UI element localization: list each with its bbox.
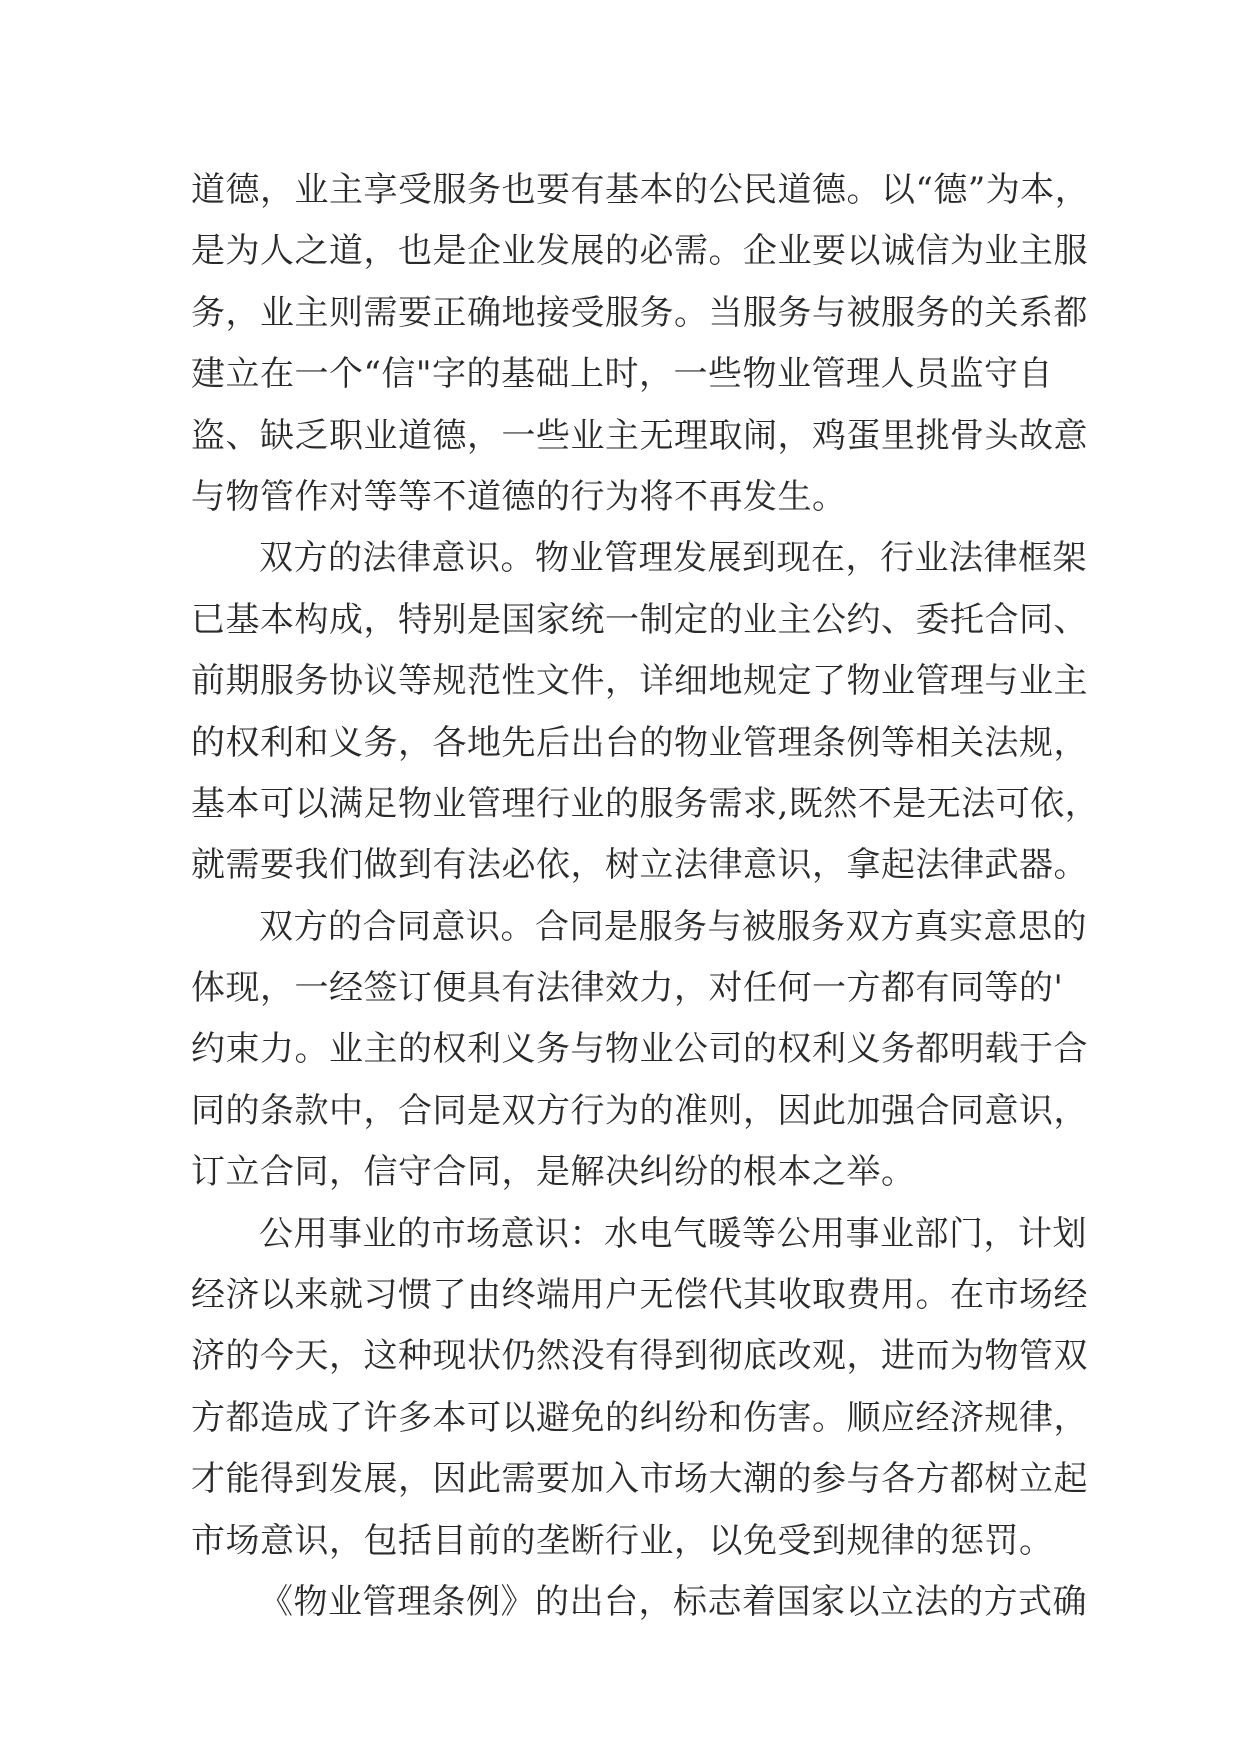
text-line: 基本可以满足物业管理行业的服务需求,既然不是无法可依， — [191, 783, 1100, 824]
text-line: 双方的合同意识。合同是服务与被服务双方真实意思的 — [259, 906, 1087, 947]
text-line: 建立在一个“信"字的基础上时，一些物业管理人员监守自 — [191, 354, 1054, 395]
text-line: 与物管作对等等不道德的行为将不再发生。 — [191, 476, 847, 517]
text-line: 是为人之道，也是企业发展的必需。企业要以诚信为业主服 — [191, 231, 1088, 272]
text-line: 经济以来就习惯了由终端用户无偿代其收取费用。在市场经 — [191, 1275, 1088, 1316]
text-line: 市场意识，包括目前的垄断行业，以免受到规律的惩罚。 — [191, 1520, 1054, 1561]
text-line: 订立合同，信守合同，是解决纠纷的根本之举。 — [191, 1152, 916, 1193]
text-line: 才能得到发展，因此需要加入市场大潮的参与各方都树立起 — [191, 1459, 1088, 1500]
text-line: 《物业管理条例》的出台，标志着国家以立法的方式确 — [259, 1581, 1087, 1622]
text-line: 的权利和义务，各地先后出台的物业管理条例等相关法规， — [191, 722, 1088, 763]
text-line: 体现，一经签订便具有法律效力，对任何一方都有同等的' — [191, 968, 1064, 1009]
text-line: 约束力。业主的权利义务与物业公司的权利义务都明载于合 — [191, 1029, 1088, 1070]
text-line: 盗、缺乏职业道德，一些业主无理取闹，鸡蛋里挑骨头故意 — [191, 415, 1088, 456]
text-line: 道德，业主享受服务也要有基本的公民道德。以“德”为本， — [191, 170, 1090, 210]
text-line: 已基本构成，特别是国家统一制定的业主公约、委托合同、 — [191, 599, 1088, 640]
text-line: 前期服务协议等规范性文件，详细地规定了物业管理与业主 — [191, 661, 1088, 702]
body-text — [191, 160, 1100, 1633]
text-line: 双方的法律意识。物业管理发展到现在，行业法律框架 — [259, 538, 1087, 579]
text-line: 方都造成了许多本可以避免的纠纷和伤害。顺应经济规律， — [191, 1397, 1088, 1438]
text-line: 务，业主则需要正确地接受服务。当服务与被服务的关系都 — [191, 292, 1088, 333]
text-line: 同的条款中，合同是双方行为的准则，因此加强合同意识， — [191, 1090, 1088, 1131]
text-line: 公用事业的市场意识：水电气暖等公用事业部门，计划 — [259, 1213, 1087, 1254]
text-line: 济的今天，这种现状仍然没有得到彻底改观，进而为物管双 — [191, 1336, 1088, 1377]
text-line: 就需要我们做到有法必依，树立法律意识，拿起法律武器。 — [191, 845, 1088, 886]
